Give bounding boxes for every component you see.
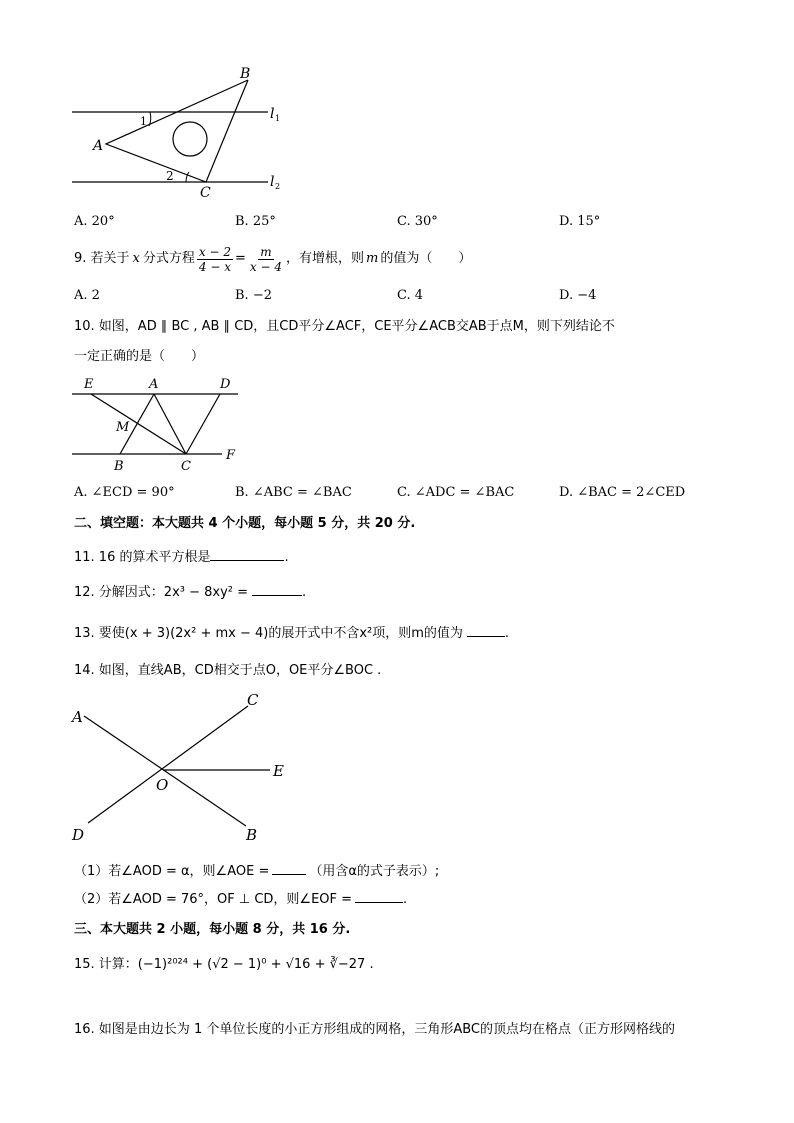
label-d: D: [220, 377, 231, 392]
label-b: B: [240, 66, 251, 82]
q14-sub1-pre: （1）若∠AOD = α，则∠AOE =: [74, 864, 270, 879]
label-o: O: [156, 776, 169, 794]
label-e: E: [273, 762, 284, 780]
q14-sub2: [74, 890, 407, 909]
figure-q14: [60, 686, 300, 846]
q9-option-b: B. −2: [235, 288, 272, 303]
q8-option-d: D. 15°: [559, 214, 601, 229]
q8-option-b: B. 25°: [235, 214, 276, 229]
q9-option-a: A. 2: [74, 288, 100, 303]
segment-dc: [186, 394, 220, 454]
q11: [74, 548, 289, 567]
q14-stem: 14. 如图，直线AB，CD相交于点O，OE平分∠BOC .: [74, 663, 382, 678]
q12-text: 12. 分解因式：2x³ − 8xy² =: [74, 585, 249, 600]
label-l2-sub: 2: [275, 182, 281, 191]
q9-fraction-2: [248, 245, 284, 274]
q16: 16. 如图是由边长为 1 个单位长度的小正方形组成的网格，三角形ABC的顶点均在格点（正方形网格线的: [74, 1022, 676, 1037]
q9-frac1-num: x − 2: [198, 244, 231, 259]
q9-var-m: m: [366, 251, 379, 266]
section-3-heading: 三、本大题共 2 小题，每小题 8 分，共 16 分.: [74, 922, 351, 937]
q9-option-c: C. 4: [397, 288, 424, 303]
q8-option-a: A. 20°: [74, 214, 115, 229]
q9-stem: [74, 244, 471, 274]
q10-option-c: C. ∠ADC = ∠BAC: [397, 485, 515, 500]
q9-var-x: x: [132, 251, 140, 266]
angle-mark-2: [186, 172, 189, 182]
q9-frac2-den: x − 4: [249, 259, 282, 274]
label-l1-sub: 1: [275, 114, 281, 123]
label-d: D: [72, 826, 85, 844]
q10-stem-line2: 一定正确的是（ ）: [74, 349, 205, 364]
label-angle-1: 1: [140, 115, 147, 128]
label-a: A: [72, 708, 83, 726]
label-a: A: [93, 138, 104, 154]
label-m: M: [116, 420, 130, 435]
q13-answer-blank[interactable]: [467, 624, 505, 637]
q11-text: 11. 16 的算术平方根是: [74, 550, 211, 565]
q14-sub2-pre: （2）若∠AOD = 76°，OF ⊥ CD，则∠EOF =: [74, 892, 353, 907]
label-l1: l: [270, 106, 275, 122]
line-cd: [88, 706, 248, 823]
q11-end: .: [284, 550, 289, 565]
q9-option-d: D. −4: [559, 288, 597, 303]
triangle-abc: [106, 80, 248, 182]
q12: [74, 583, 306, 602]
q9-equals: =: [235, 251, 246, 266]
q10-option-a: A. ∠ECD = 90°: [74, 485, 175, 500]
q9-fraction-1: [197, 245, 233, 274]
label-c: C: [200, 185, 211, 200]
q8-option-c: C. 30°: [397, 214, 438, 229]
q9-frac2-num: m: [260, 244, 272, 259]
q9-tail: 的值为（ ）: [380, 251, 472, 266]
label-angle-2: 2: [166, 169, 174, 183]
label-c: C: [247, 691, 259, 709]
section-2-heading: 二、填空题：本大题共 4 个小题，每小题 5 分，共 20 分.: [74, 516, 416, 531]
q14-sub1: [74, 862, 439, 881]
label-f: F: [226, 448, 236, 463]
label-l2: l: [270, 174, 275, 190]
q14-sub2-post: .: [403, 892, 408, 907]
q9-suffix: ，有增根，则: [286, 251, 365, 266]
label-c: C: [181, 459, 191, 474]
q13-text: 13. 要使(x + 3)(2x² + mx − 4)的展开式中不含x²项，则m的值为: [74, 626, 463, 641]
segment-ec: [91, 394, 186, 454]
q13: [74, 624, 509, 643]
q12-answer-blank[interactable]: [252, 583, 302, 596]
q10-option-b: B. ∠ABC = ∠BAC: [235, 485, 352, 500]
q12-end: .: [302, 585, 307, 600]
q15: 15. 计算：(−1)²⁰²⁴ + (√2 − 1)⁰ + √16 + ∛−27 .: [74, 957, 374, 972]
q14-sub1-post: （用含α的式子表示）;: [309, 864, 440, 879]
inner-circle: [173, 122, 207, 156]
q14-sub1-answer-blank[interactable]: [272, 862, 306, 875]
q10-option-d: D. ∠BAC = 2∠CED: [559, 485, 686, 500]
q9-mid: 分式方程: [142, 251, 195, 266]
q10-stem-line1: 10. 如图，AD ∥ BC , AB ∥ CD，且CD平分∠ACF，CE平分∠ACB交AB于点M，则下列结论不: [74, 319, 615, 334]
q13-end: .: [504, 626, 510, 641]
label-a: A: [149, 377, 159, 392]
label-b: B: [114, 459, 124, 474]
q9-frac1-den: 4 − x: [198, 259, 231, 274]
segment-ac: [154, 394, 186, 454]
line-ab: [84, 716, 246, 826]
q14-sub2-answer-blank[interactable]: [355, 890, 403, 903]
figure-q8: [60, 60, 300, 200]
figure-q10: [60, 372, 260, 477]
label-e: E: [84, 377, 94, 392]
label-b: B: [246, 826, 258, 844]
q11-answer-blank[interactable]: [210, 548, 284, 561]
q9-prefix: 9. 若关于: [74, 251, 130, 266]
